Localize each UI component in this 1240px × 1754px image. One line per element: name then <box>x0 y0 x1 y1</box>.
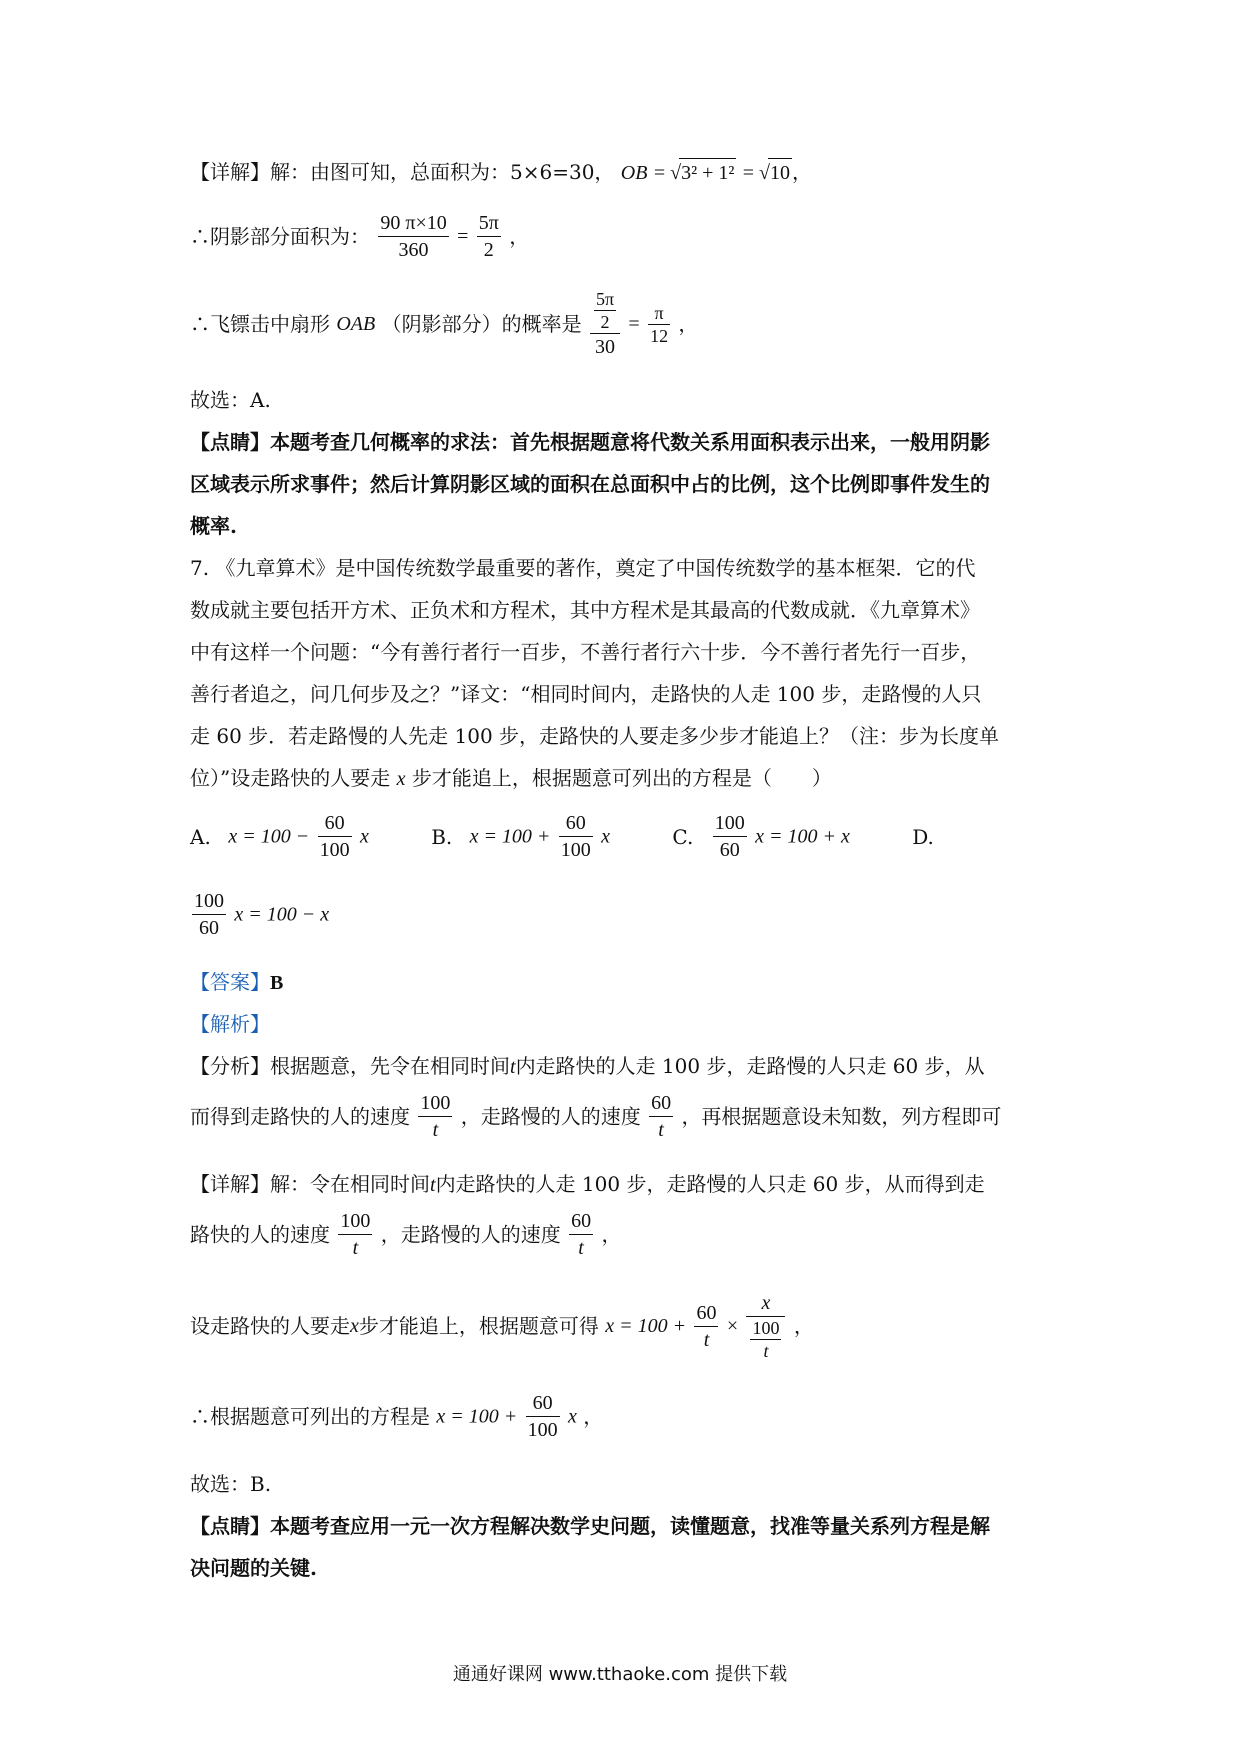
option-a-den: 100 <box>319 839 350 861</box>
detail-line-2 <box>190 1208 621 1261</box>
option-c-den: 60 <box>719 839 740 861</box>
slow-speed-fraction <box>649 1090 673 1143</box>
detail-variable-x: x <box>350 1315 359 1337</box>
shade-area-text: ∴阴影部分面积为： <box>190 224 370 249</box>
therefore-line <box>190 1390 603 1443</box>
option-a-label[interactable]: A. <box>190 824 211 849</box>
probability-inner-num: 5π <box>595 289 615 309</box>
detail-line: 【详解】解：由图可知，总面积为：5×6=30， OB = √3² + 1² = √10 ， <box>190 158 812 187</box>
probability-result-den: 12 <box>650 325 669 346</box>
q7-comment-line-1: 【点睛】本题考查应用一元一次方程解决数学史问题，读懂题意，找准等量关系列方程是解 <box>190 1514 990 1538</box>
analysis-line-1 <box>190 1052 985 1081</box>
answer-tag: 【答案】 <box>190 970 270 994</box>
comment-line-2: 区域表示所求事件；然后计算阴影区域的面积在总面积中占的比例，这个比例即事件发生的 <box>190 472 990 496</box>
analysis-2a: 而得到走路快的人的速度 <box>190 1104 410 1129</box>
fast-speed-num: 100 <box>418 1090 452 1117</box>
option-c-fraction <box>713 810 747 863</box>
analysis-2b: ，走路慢的人的速度 <box>460 1104 641 1129</box>
choose-b: 故选：B. <box>190 1472 272 1496</box>
question-7-line-6b: 步才能追上，根据题意可列出的方程是（ ） <box>411 766 832 790</box>
probability-lead: ∴飞镖击中扇形 <box>190 312 330 336</box>
answer-value: B <box>270 972 284 994</box>
probability-num <box>590 288 620 334</box>
comment-line-1: 【点睛】本题考查几何概率的求法：首先根据题意将代数关系用面积表示出来，一般用阴影 <box>190 430 990 454</box>
detail-fast-fraction <box>338 1208 372 1261</box>
detail-1b: 内走路快的人走 100 步，走路慢的人只走 60 步，从而得到走 <box>435 1172 985 1196</box>
option-c-label[interactable]: C. <box>672 824 694 849</box>
therefore-x: x <box>567 1405 577 1428</box>
variable-t: t <box>510 1056 516 1078</box>
detail-eq-f2-den <box>746 1317 785 1362</box>
detail-eq-fraction-2 <box>746 1290 785 1362</box>
q7-comment-line-2: 决问题的关键. <box>190 1556 317 1580</box>
option-a-num: 60 <box>318 810 352 837</box>
shade-fraction <box>378 210 448 263</box>
option-d-den: 60 <box>199 917 219 939</box>
fast-speed-den: t <box>432 1119 439 1141</box>
option-b-num: 60 <box>559 810 593 837</box>
therefore-end: ， <box>583 1404 604 1429</box>
option-d-label[interactable]: D. <box>912 824 934 849</box>
probability-fraction <box>590 288 620 360</box>
ob-label: OB <box>620 162 648 184</box>
therefore-fraction <box>526 1390 560 1443</box>
fast-speed-fraction <box>418 1090 452 1143</box>
analysis-1b: 内走路快的人走 100 步，走路慢的人只走 60 步，从 <box>515 1054 985 1078</box>
option-b-den: 100 <box>560 839 591 861</box>
shade-area-line: ∴阴影部分面积为： $\frac{90 \pi\times 10}{360}$ = $\frac{5\pi}{2}$ ， <box>190 212 530 261</box>
detail-variable-t: t <box>430 1174 436 1196</box>
detail-eq-f2-num: x <box>746 1290 785 1317</box>
shade-result-fraction <box>477 210 501 263</box>
detail-2c: ， <box>601 1222 622 1247</box>
therefore-den: 100 <box>527 1419 558 1441</box>
detail-1a: 【详解】解：令在相同时间 <box>190 1172 430 1196</box>
question-7-line-3: 中有这样一个问题：“今有善行者行一百步，不善行者行六十步．今不善行者先行一百步， <box>190 640 981 664</box>
option-c-rest: x = 100 + x <box>755 825 850 848</box>
option-d-rest: x = 100 − x <box>234 903 330 926</box>
therefore-num: 60 <box>526 1390 560 1417</box>
probability-mid: （阴影部分）的概率是 <box>381 312 582 336</box>
question-7-line-1: 7. 《九章算术》是中国传统数学最重要的著作，奠定了中国传统数学的基本框架．它的代 <box>190 556 976 580</box>
option-a-x: x <box>359 825 369 848</box>
analysis-line-2 <box>190 1090 1001 1143</box>
therefore-text: ∴根据题意可列出的方程是 <box>190 1404 430 1429</box>
detail-fast-num: 100 <box>338 1208 372 1235</box>
detail-3a: 设走路快的人要走 <box>190 1314 350 1338</box>
probability-den: 30 <box>595 336 616 358</box>
detail-text: 【详解】解：由图可知，总面积为：5×6=30， <box>190 160 615 184</box>
analysis-1a: 【分析】根据题意，先令在相同时间 <box>190 1054 510 1078</box>
detail-fast-den: t <box>352 1237 359 1259</box>
question-7-line-6 <box>190 764 832 793</box>
option-d-fraction <box>192 888 226 941</box>
shade-res-num: 5π <box>477 210 501 237</box>
detail-2a: 路快的人的速度 <box>190 1222 330 1247</box>
detail-3-end: ， <box>793 1314 814 1338</box>
footer-credit: 通通好课网 www.tthaoke.com 提供下载 <box>452 1664 788 1685</box>
detail-3b: 步才能追上，根据题意可得 <box>358 1314 599 1338</box>
probability-result-num: π <box>648 302 670 325</box>
detail-eq-lhs: x = 100 + <box>605 1315 687 1337</box>
times-sign: × <box>726 1315 739 1337</box>
detail-eq-f2-inner-den: t <box>763 1341 769 1361</box>
question-7-line-6a: 位）”设走路快的人要走 <box>190 766 391 790</box>
question-7-line-2: 数成就主要包括开方术、正负术和方程术，其中方程术是其最高的代数成就．《九章算术》 <box>190 598 980 622</box>
probability-result <box>648 302 670 347</box>
probability-inner-den: 2 <box>600 312 610 332</box>
ob-result: 10 <box>768 158 792 187</box>
slow-speed-num: 60 <box>649 1090 673 1117</box>
variable-x: x <box>396 768 406 790</box>
options-row <box>190 810 944 863</box>
shade-num: 90 π×10 <box>378 210 448 237</box>
detail-slow-den: t <box>578 1237 584 1259</box>
option-b-fraction <box>559 810 593 863</box>
option-a-lhs: x = 100 − <box>228 825 310 848</box>
comment-line-3: 概率. <box>190 514 237 538</box>
analysis-tag: 【解析】 <box>190 1012 270 1036</box>
detail-eq-fraction-1 <box>694 1300 718 1353</box>
detail-line-3 <box>190 1290 814 1362</box>
probability-inner-fraction <box>594 288 616 333</box>
probability-line: ∴飞镖击中扇形 OAB （阴影部分）的概率是 $\frac{\frac{5\pi}{2}}{30}$ = $\frac{\pi}{12}$ ， <box>190 289 699 358</box>
option-c-num: 100 <box>713 810 747 837</box>
question-7-line-4: 善行者追之，问几何步及之？”译文：“相同时间内，走路快的人走 100 步，走路慢的人只 <box>190 682 982 706</box>
option-b-label[interactable]: B. <box>431 824 453 849</box>
choose-a: 故选：A. <box>190 388 271 412</box>
option-d-row <box>190 888 329 941</box>
shade-res-den: 2 <box>483 239 494 261</box>
detail-2b: ，走路慢的人的速度 <box>380 1222 561 1247</box>
question-7-line-5: 走 60 步．若走路慢的人先走 100 步，走路快的人要走多少步才能追上？（注：步为长度单 <box>190 724 1000 748</box>
option-b-x: x <box>601 825 611 848</box>
detail-eq-f2-inner <box>750 1317 781 1362</box>
slow-speed-den: t <box>658 1119 664 1141</box>
analysis-2c: ，再根据题意设未知数，列方程即可 <box>681 1104 1002 1129</box>
sector-oab: OAB <box>336 313 376 335</box>
answer-line <box>190 968 283 997</box>
therefore-eq-lhs: x = 100 + <box>436 1405 518 1428</box>
option-b-lhs: x = 100 + <box>469 825 551 848</box>
detail-eq-f1-den: t <box>703 1328 710 1351</box>
detail-eq-f2-inner-num: 100 <box>752 1318 780 1338</box>
detail-slow-num: 60 <box>569 1208 593 1235</box>
ob-radicand: 3² + 1² <box>679 158 736 187</box>
shade-den: 360 <box>398 239 429 261</box>
detail-eq-f1-num: 60 <box>694 1300 718 1327</box>
option-a-fraction <box>318 810 352 863</box>
detail-slow-fraction <box>569 1208 593 1261</box>
detail-line-1 <box>190 1170 985 1199</box>
option-d-num: 100 <box>192 888 226 915</box>
